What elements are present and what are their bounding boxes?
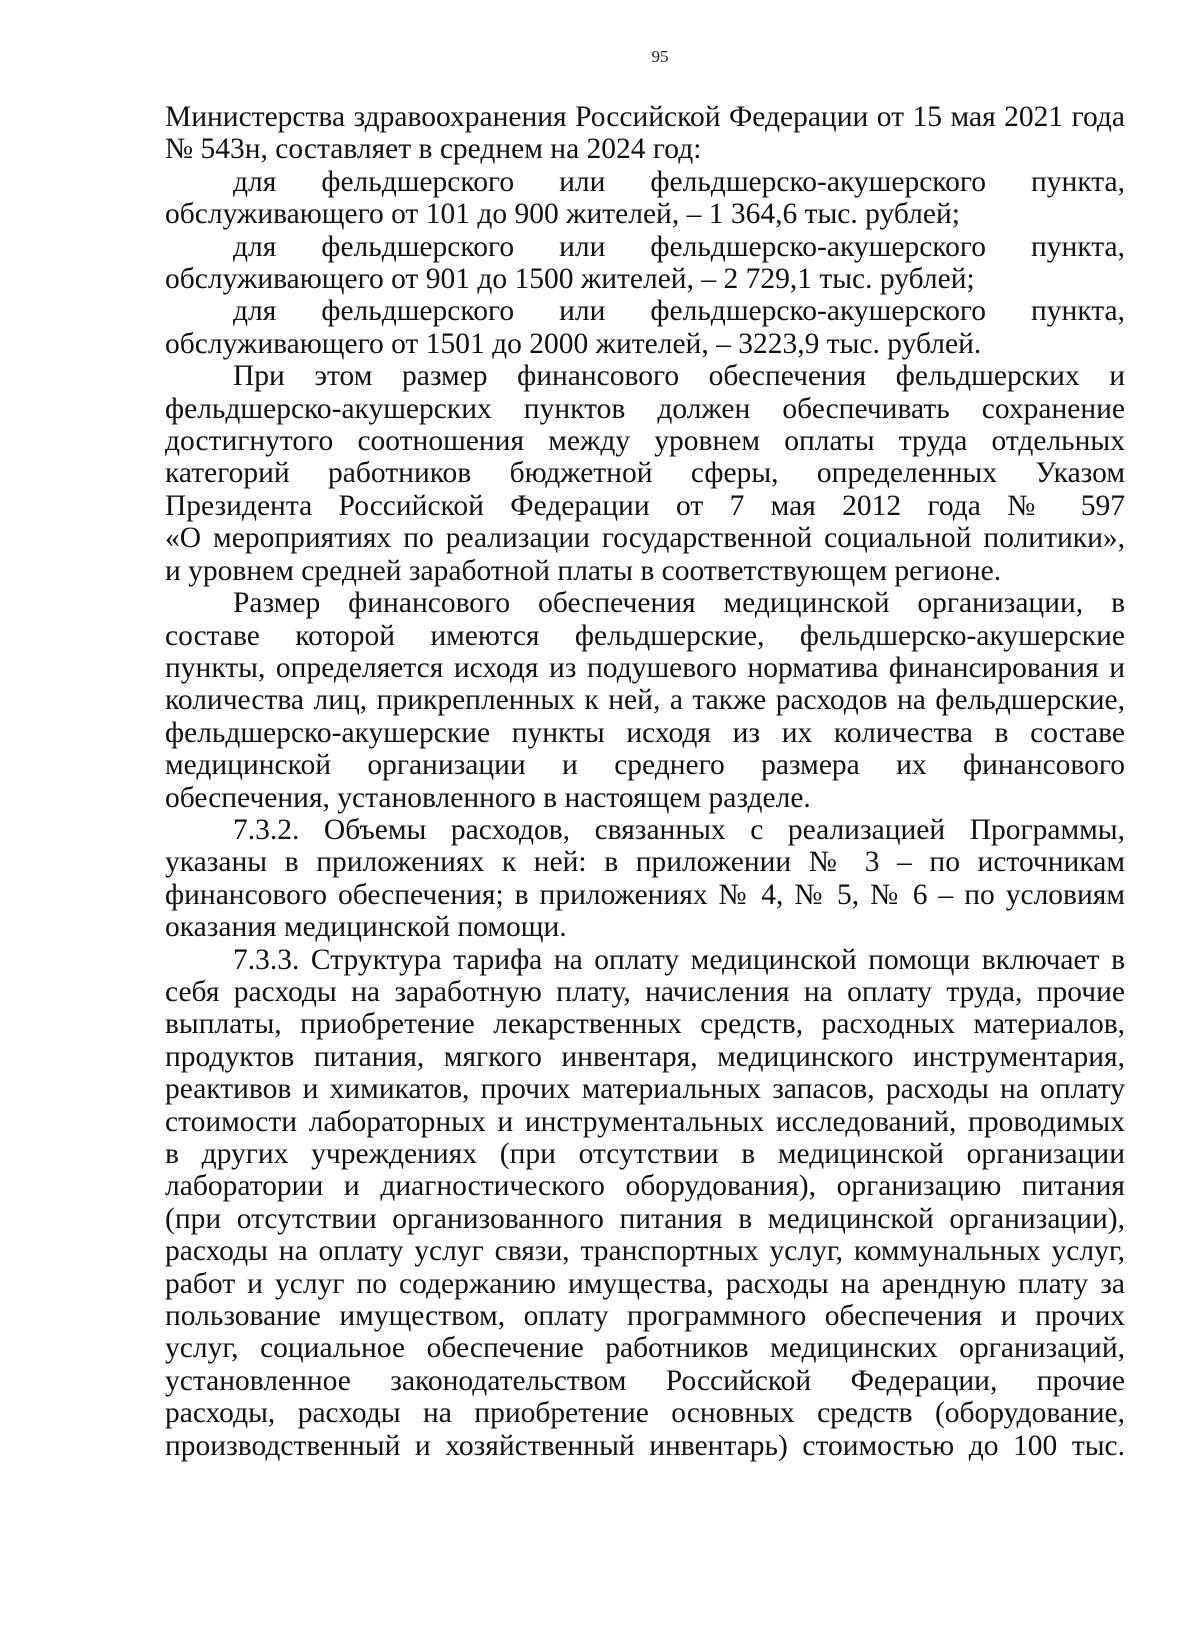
text-line: расходы на оплату услуг связи, транспортных услуг, коммунальных услуг,	[165, 1235, 1125, 1268]
text-line: лаборатории и диагностического оборудования), организацию питания	[165, 1170, 1125, 1203]
text-line: для фельдшерского или фельдшерско-акушерского пункта,	[233, 295, 1125, 328]
text-line: достигнутого соотношения между уровнем оплаты труда отдельных	[165, 425, 1125, 458]
text-line: При этом размер финансового обеспечения фельдшерских и	[233, 360, 1125, 393]
text-line: Размер финансового обеспечения медицинской организации, в	[233, 587, 1125, 620]
text-line: для фельдшерского или фельдшерско-акушерского пункта,	[233, 165, 1125, 198]
text-line: и уровнем средней заработной платы в соответствующем регионе.	[165, 554, 1002, 587]
text-line: обеспечения, установленного в настоящем разделе.	[165, 781, 811, 814]
text-line: финансового обеспечения; в приложениях № 4, № 5, № 6 – по условиям	[165, 878, 1125, 911]
text-line: 7.3.3. Структура тарифа на оплату медицинской помощи включает в	[233, 943, 1125, 976]
paragraph	[165, 101, 1125, 166]
text-line: выплаты, приобретение лекарственных средств, расходных материалов,	[165, 1008, 1125, 1041]
text-line: пункты, определяется исходя из подушевого норматива финансирования и	[165, 651, 1125, 684]
text-line: обслуживающего от 901 до 1500 жителей, – 2 729,1 тыс. рублей;	[165, 263, 975, 296]
text-line: себя расходы на заработную плату, начисления на оплату труда, прочие	[165, 975, 1125, 1008]
text-line: работ и услуг по содержанию имущества, расходы на арендную плату за	[165, 1267, 1125, 1300]
page-number: 95	[651, 47, 669, 66]
text-line: обслуживающего от 1501 до 2000 жителей, – 3223,9 тыс. рублей.	[165, 327, 982, 360]
text-line: фельдшерско-акушерские пункты исходя из их количества в составе	[165, 716, 1125, 749]
text-line: Министерства здравоохранения Российской Федерации от 15 мая 2021 года	[165, 101, 1125, 133]
paragraph	[165, 231, 1125, 296]
paragraph	[165, 814, 1125, 944]
text-line: количества лиц, прикрепленных к ней, а также расходов на фельдшерские,	[165, 684, 1125, 717]
text-line: реактивов и химикатов, прочих материальных запасов, расходы на оплату	[165, 1073, 1125, 1106]
text-line: категорий работников бюджетной сферы, определенных Указом	[165, 457, 1125, 490]
text-line: производственный и хозяйственный инвентарь) стоимостью до 100 тыс.	[165, 1429, 1125, 1462]
text-line: № 543н, составляет в среднем на 2024 год:	[165, 133, 702, 166]
text-line: стоимости лабораторных и инструментальных исследований, проводимых	[165, 1105, 1125, 1138]
text-line: составе которой имеются фельдшерские, фельдшерско-акушерские	[165, 619, 1125, 652]
paragraph	[165, 360, 1125, 587]
paragraph	[165, 587, 1125, 814]
text-line: оказания медицинской помощи.	[165, 911, 567, 944]
text-line: расходы, расходы на приобретение основных средств (оборудование,	[165, 1397, 1125, 1430]
paragraph	[165, 295, 1125, 360]
text-line: Президента Российской Федерации от 7 мая 2012 года № 597	[165, 489, 1125, 522]
text-line: установленное законодательством Российской Федерации, прочие	[165, 1364, 1125, 1397]
text-line: фельдшерско-акушерских пунктов должен обеспечивать сохранение	[165, 392, 1125, 425]
text-line: для фельдшерского или фельдшерско-акушерского пункта,	[233, 230, 1125, 263]
text-line: (при отсутствии организованного питания в медицинской организации),	[165, 1202, 1125, 1235]
text-line: пользование имуществом, оплату программного обеспечения и прочих	[165, 1300, 1125, 1333]
text-line: медицинской организации и среднего размера их финансового	[165, 749, 1125, 782]
paragraph	[165, 166, 1125, 231]
text-line: услуг, социальное обеспечение работников медицинских организаций,	[165, 1332, 1125, 1365]
text-line: продуктов питания, мягкого инвентаря, медицинского инструментария,	[165, 1040, 1125, 1073]
body-text	[165, 101, 1125, 1462]
text-line: обслуживающего от 101 до 900 жителей, – 1 364,6 тыс. рублей;	[165, 198, 960, 231]
text-line: указаны в приложениях к ней: в приложении № 3 – по источникам	[165, 846, 1125, 879]
text-line: в других учреждениях (при отсутствии в медицинской организации	[165, 1138, 1125, 1170]
paragraph	[165, 944, 1125, 1463]
text-line: 7.3.2. Объемы расходов, связанных с реализацией Программы,	[233, 813, 1125, 846]
text-line: «О мероприятиях по реализации государственной социальной политики»,	[165, 522, 1125, 555]
